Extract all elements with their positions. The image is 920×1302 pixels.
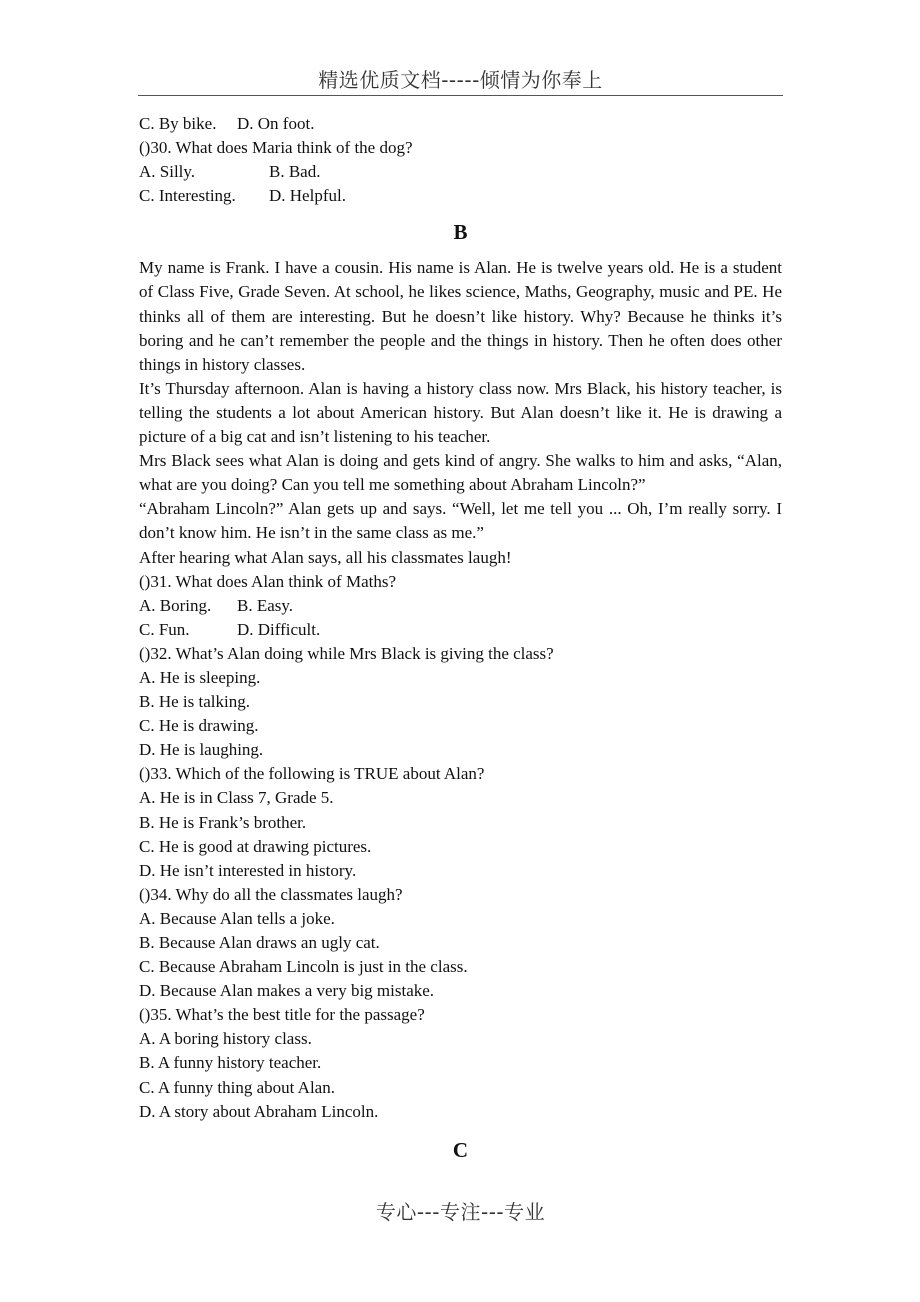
section-c-title: C — [452, 1137, 469, 1162]
header-divider — [138, 95, 783, 96]
q30-question: ()30. What does Maria think of the dog? — [139, 138, 413, 158]
q35-option-c: C. A funny thing about Alan. — [139, 1077, 335, 1097]
q30-option-d: D. Helpful. — [269, 186, 346, 206]
q34-option-c: C. Because Abraham Lincoln is just in the class. — [139, 957, 468, 977]
q30-option-c: C. Interesting. — [139, 186, 236, 206]
q33-option-d: D. He isn’t interested in history. — [139, 860, 357, 880]
passage-paragraph: It’s Thursday afternoon. Alan is having a history class now. Mrs Black, his history teacher, is telling the students a lot about American history. But Alan doesn’t like it. He is drawing a picture of a big cat and isn’t listening to his teacher. — [139, 378, 782, 447]
section-b-title: B — [453, 220, 468, 245]
q30-options-cd — [139, 184, 782, 208]
q33-option-a: A. He is in Class 7, Grade 5. — [139, 788, 334, 808]
q35-option-a: A. A boring history class. — [139, 1029, 312, 1049]
q32-option-a: A. He is sleeping. — [139, 667, 261, 687]
passage-paragraph: After hearing what Alan says, all his classmates laugh! — [139, 547, 512, 567]
q31-options-cd — [139, 618, 782, 642]
q33-question: ()33. Which of the following is TRUE about Alan? — [139, 764, 485, 784]
q31-options-ab — [139, 594, 782, 618]
q34-option-d: D. Because Alan makes a very big mistake. — [139, 981, 435, 1001]
passage-paragraph: “Abraham Lincoln?” Alan gets up and says. “Well, let me tell you ... Oh, I’m really sorry. I don’t know him. He isn’t in the same class as me.” — [139, 499, 782, 543]
q34-option-b: B. Because Alan draws an ugly cat. — [139, 933, 380, 952]
q33-option-c: C. He is good at drawing pictures. — [139, 836, 372, 856]
q34-question: ()34. Why do all the classmates laugh? — [139, 884, 403, 904]
q30-options-ab — [139, 160, 782, 184]
q32-option-b: B. He is talking. — [139, 692, 250, 712]
q32-option-d: D. He is laughing. — [139, 740, 264, 760]
q29-option-c: C. By bike. — [139, 114, 217, 133]
q31-option-d: D. Difficult. — [237, 619, 321, 639]
passage-paragraph: Mrs Black sees what Alan is doing and gets kind of angry. She walks to him and asks, “Alan, what are you doing? Can you tell me something about Abraham Lincoln?” — [139, 451, 782, 495]
q31-option-b: B. Easy. — [237, 595, 294, 615]
q33-option-b: B. He is Frank’s brother. — [139, 812, 307, 832]
page-header: 精选优质文档-----倾情为你奉上 — [318, 68, 603, 92]
q30-option-b: B. Bad. — [269, 162, 321, 182]
q34-option-a: A. Because Alan tells a joke. — [139, 908, 335, 928]
q31-option-c: C. Fun. — [139, 619, 190, 639]
page-footer: 专心---专注---专业 — [375, 1200, 546, 1224]
document-body — [139, 112, 782, 1162]
passage-paragraph: My name is Frank. I have a cousin. His name is Alan. He is twelve years old. He is a student of Class Five, Grade Seven. At school, he likes science, Maths, Geography, music and PE. He thinks all of them are interesting. But he doesn’t like history. Why? Because he thinks it’s boring and he can’t remember the people and the things in history. Then he often does other things in history classes. — [139, 258, 782, 374]
q32-option-c: C. He is drawing. — [139, 716, 259, 736]
q31-question: ()31. What does Alan think of Maths? — [139, 571, 397, 591]
q29-options-cd — [139, 112, 782, 136]
q30-option-a: A. Silly. — [139, 162, 196, 182]
q35-option-d: D. A story about Abraham Lincoln. — [139, 1101, 379, 1121]
q32-question: ()32. What’s Alan doing while Mrs Black is giving the class? — [139, 643, 554, 663]
q35-question: ()35. What’s the best title for the passage? — [139, 1005, 425, 1025]
q29-option-d: D. On foot. — [237, 114, 315, 133]
q35-option-b: B. A funny history teacher. — [139, 1053, 322, 1073]
q31-option-a: A. Boring. — [139, 595, 212, 615]
